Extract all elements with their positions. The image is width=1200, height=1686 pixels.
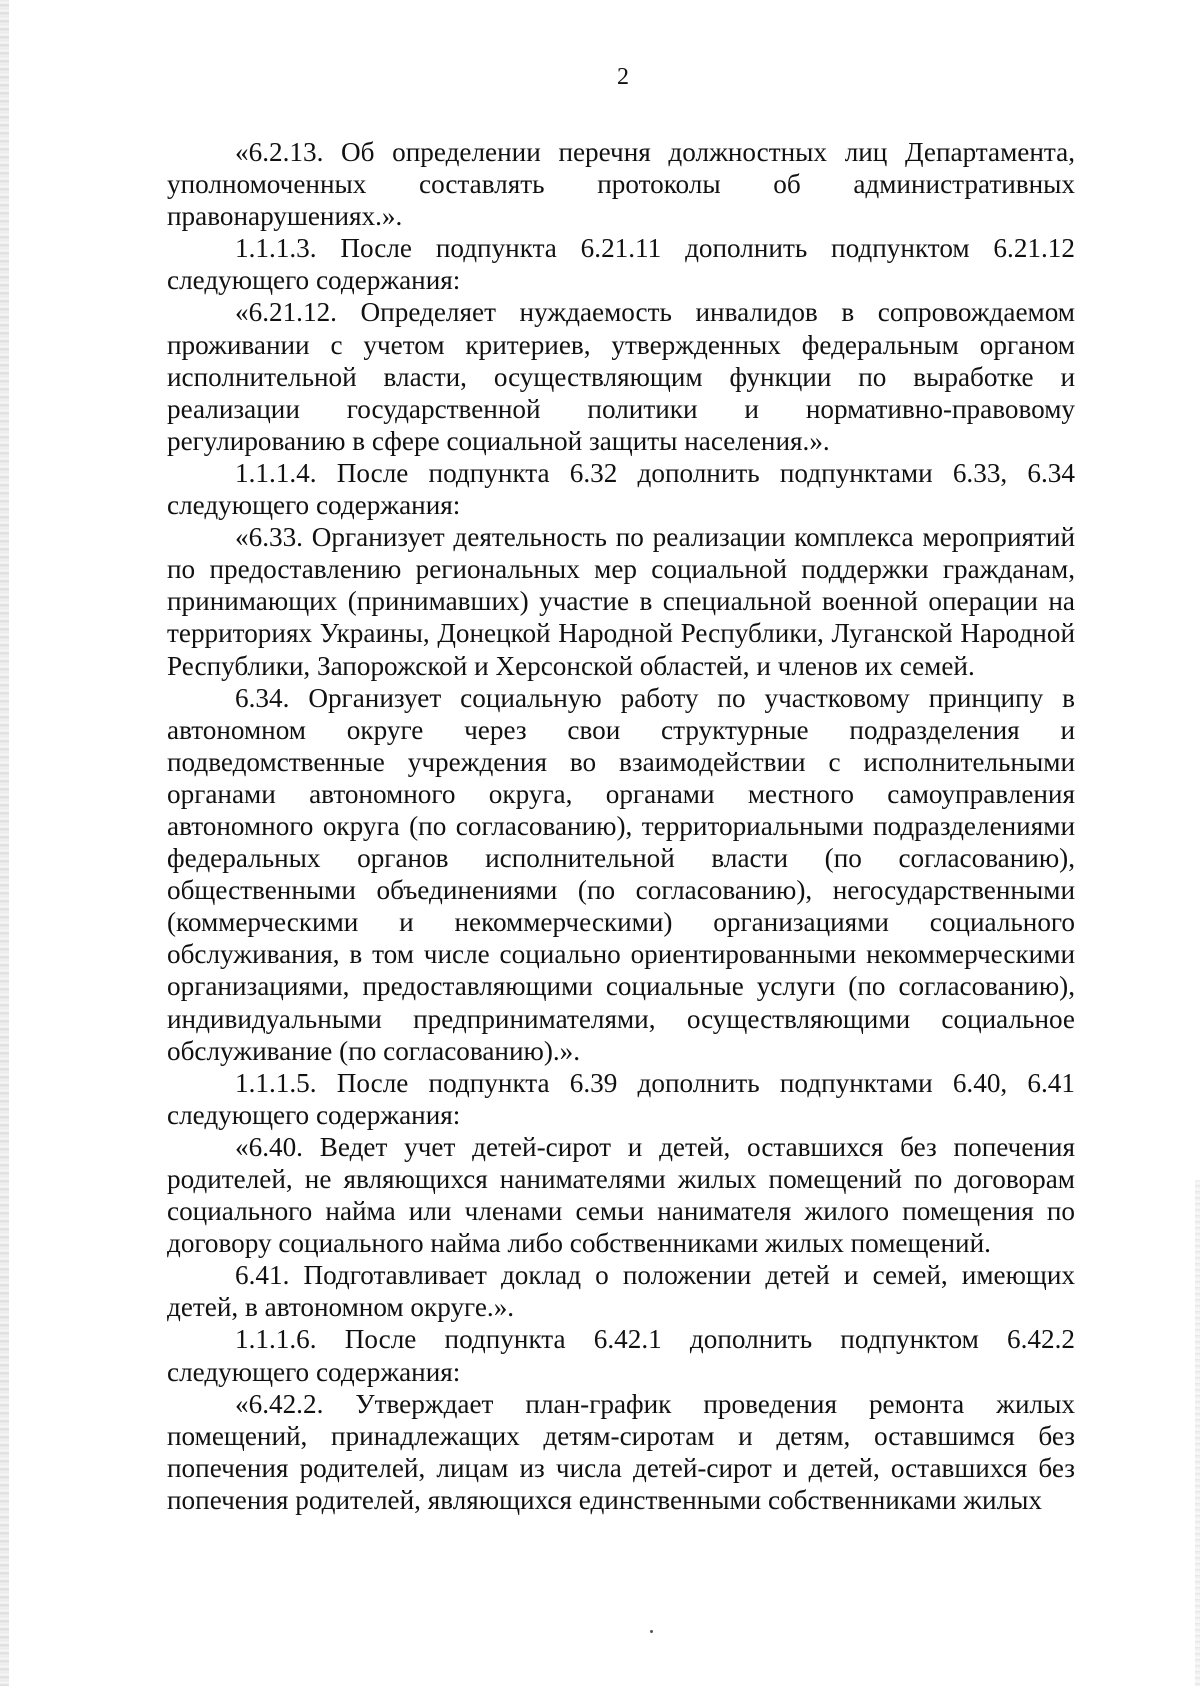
paragraph-6-41: 6.41. Подготавливает доклад о положении детей и семей, имеющих детей, в автономном округе.». [167, 1260, 1075, 1323]
paragraph-6-33: «6.33. Организует деятельность по реализации комплекса мероприятий по предоставлению региональных мер социальной поддержки гражданам, принимающих (принимавших) участие в специальной военной операции на территориях Украины, Донецкой Народной Республики, Луганской Народной Республики, Запорожской и Херсонской областей, и членов их семей. [167, 522, 1075, 681]
paragraph-6-34: 6.34. Организует социальную работу по участковому принципу в автономном округе через свои структурные подразделения и подведомственные учреждения во взаимодействии с исполнительными органами автономного округа, органами местного самоуправления автономного округа (по согласованию), территориальными подразделениями федеральных органов исполнительной власти (по согласованию), общественными объединениями (по согласованию), негосударственными (коммерческими и некоммерческими) организациями социального обслуживания, в том числе социально ориентированными некоммерческими организациями, предоставляющими социальные услуги (по согласованию), индивидуальными предпринимателями, осуществляющими социальное обслуживание (по согласованию).». [167, 682, 1075, 1066]
paragraph-1-1-1-3: 1.1.1.3. После подпункта 6.21.11 дополнить подпунктом 6.21.12 следующего содержания: [167, 233, 1075, 296]
paragraph-6-40: «6.40. Ведет учет детей-сирот и детей, оставшихся без попечения родителей, не являющихся нанимателями жилых помещений по договорам социального найма или членами семьи нанимателя жилого помещения по договору социального найма либо собственниками жилых помещений. [167, 1131, 1075, 1259]
scan-left-edge [0, 0, 9, 1686]
paragraph-1-1-1-6: 1.1.1.6. После подпункта 6.42.1 дополнить подпунктом 6.42.2 следующего содержания: [167, 1324, 1075, 1387]
page-number: 2 [617, 64, 629, 90]
scan-speck [650, 1630, 653, 1633]
paragraph-6-42-2: «6.42.2. Утверждает план-график проведения ремонта жилых помещений, принадлежащих детям-сиротам и детям, оставшимся без попечения родителей, лицам из числа детей-сирот и детей, оставшихся без попечения родителей, являющихся единственными собственниками жилых [167, 1388, 1075, 1515]
paragraph-6-2-13: «6.2.13. Об определении перечня должностных лиц Департамента, уполномоченных составлять протоколы об административных правонарушениях.». [167, 137, 1075, 232]
paragraph-1-1-1-4: 1.1.1.4. После подпункта 6.32 дополнить подпунктами 6.33, 6.34 следующего содержания: [167, 457, 1075, 521]
paragraph-1-1-1-5: 1.1.1.5. После подпункта 6.39 дополнить подпунктами 6.40, 6.41 следующего содержания: [167, 1067, 1075, 1130]
scan-right-edge [1195, 1180, 1200, 1686]
document-body [167, 136, 1075, 1516]
paragraph-6-21-12: «6.21.12. Определяет нуждаемость инвалидов в сопровождаемом проживании с учетом критериев, утвержденных федеральным органом исполнительной власти, осуществляющим функции по выработке и реализации государственной политики и нормативно-правовому регулированию в сфере социальной защиты населения.». [167, 297, 1075, 456]
